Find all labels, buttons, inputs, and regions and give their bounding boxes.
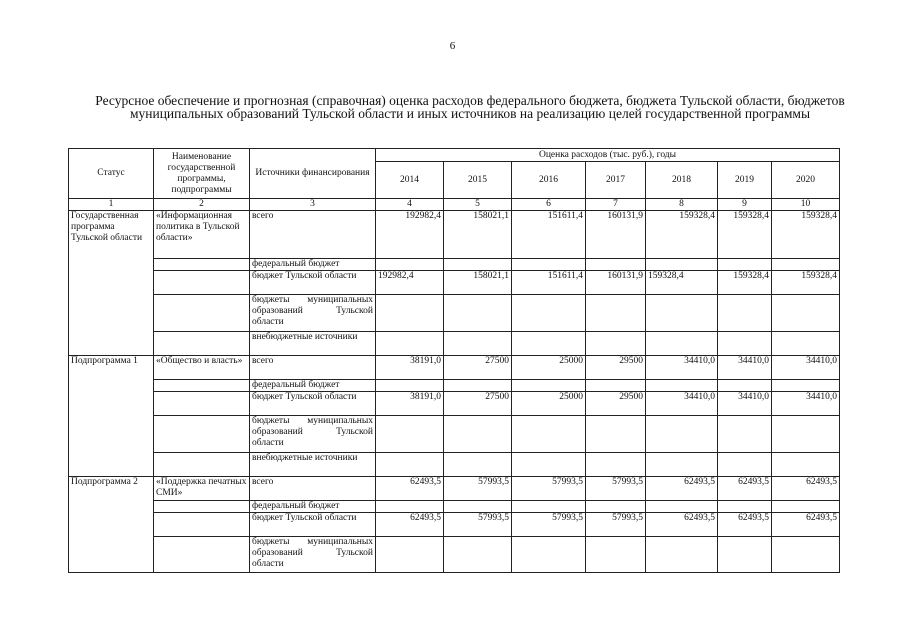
header-name: Наименование государственной программы, подпрограммы [154, 149, 250, 199]
status-cell: Подпрограмма 2 [69, 477, 154, 573]
empty-value-cell [376, 501, 444, 513]
source-cell: внебюджетные источники [250, 453, 376, 477]
empty-value-cell [586, 332, 646, 356]
value-cell: 159328,4 [772, 211, 840, 259]
empty-value-cell [646, 259, 718, 271]
value-cell: 29500 [586, 392, 646, 416]
empty-value-cell [444, 259, 512, 271]
source-cell: всего [250, 211, 376, 259]
table-row [69, 332, 840, 356]
value-cell: 160131,9 [586, 211, 646, 259]
value-cell: 151611,4 [512, 271, 586, 295]
value-cell: 62493,5 [718, 513, 772, 537]
empty-value-cell [444, 295, 512, 332]
source-cell: бюджет Тульской области [250, 513, 376, 537]
value-cell: 158021,1 [444, 271, 512, 295]
empty-name-cell [154, 332, 250, 356]
empty-value-cell [646, 416, 718, 453]
empty-value-cell [718, 537, 772, 573]
table-row [69, 501, 840, 513]
empty-value-cell [772, 380, 840, 392]
value-cell: 57993,5 [512, 513, 586, 537]
table-row [69, 295, 840, 332]
value-cell: 57993,5 [586, 513, 646, 537]
value-cell: 62493,5 [376, 513, 444, 537]
empty-value-cell [772, 332, 840, 356]
value-cell: 158021,1 [444, 211, 512, 259]
empty-value-cell [512, 537, 586, 573]
header-source: Источники финансирования [250, 149, 376, 199]
empty-value-cell [444, 537, 512, 573]
value-cell: 34410,0 [646, 356, 718, 380]
empty-value-cell [586, 501, 646, 513]
budget-table [68, 148, 840, 573]
empty-name-cell [154, 259, 250, 271]
value-cell: 192982,4 [376, 211, 444, 259]
year-cell: 2014 [376, 162, 444, 199]
table-row [69, 477, 840, 501]
source-cell: всего [250, 356, 376, 380]
empty-name-cell [154, 501, 250, 513]
empty-value-cell [772, 537, 840, 573]
page-number: 6 [449, 40, 456, 52]
empty-name-cell [154, 295, 250, 332]
table-row [69, 211, 840, 259]
year-cell: 2018 [646, 162, 718, 199]
empty-value-cell [772, 501, 840, 513]
source-cell: федеральный бюджет [250, 259, 376, 271]
source-cell: бюджеты муниципальных образований Тульской области [250, 537, 376, 573]
empty-value-cell [512, 416, 586, 453]
column-number-row [69, 199, 840, 211]
empty-value-cell [512, 332, 586, 356]
source-cell: бюджет Тульской области [250, 271, 376, 295]
source-cell: федеральный бюджет [250, 501, 376, 513]
value-cell: 27500 [444, 392, 512, 416]
col-number: 4 [376, 199, 444, 211]
table-row [69, 356, 840, 380]
header-row [69, 149, 840, 162]
status-cell: Государственная программа Тульской области [69, 211, 154, 356]
value-cell: 25000 [512, 356, 586, 380]
empty-value-cell [376, 295, 444, 332]
value-cell: 62493,5 [646, 513, 718, 537]
col-number: 8 [646, 199, 718, 211]
value-cell: 159328,4 [718, 211, 772, 259]
year-cell: 2016 [512, 162, 586, 199]
empty-value-cell [646, 332, 718, 356]
empty-value-cell [586, 537, 646, 573]
empty-value-cell [512, 259, 586, 271]
table-row [69, 392, 840, 416]
col-number: 5 [444, 199, 512, 211]
empty-value-cell [646, 380, 718, 392]
table-row [69, 513, 840, 537]
col-number: 1 [69, 199, 154, 211]
empty-value-cell [376, 259, 444, 271]
value-cell: 62493,5 [718, 477, 772, 501]
value-cell: 62493,5 [772, 513, 840, 537]
empty-value-cell [586, 295, 646, 332]
empty-value-cell [444, 416, 512, 453]
empty-value-cell [586, 259, 646, 271]
empty-value-cell [772, 259, 840, 271]
table-row [69, 453, 840, 477]
source-cell: бюджет Тульской области [250, 392, 376, 416]
document-title: Ресурсное обеспечение и прогнозная (справочная) оценка расходов федерального бюджета, бюджета Тульской области, бюджетов муниципальных образований Тульской области и иных источников на реализацию целей государственной программы [95, 93, 845, 121]
program-name-cell: «Информационная политика в Тульской области» [154, 211, 250, 259]
source-cell: всего [250, 477, 376, 501]
col-number: 7 [586, 199, 646, 211]
header-status: Статус [69, 149, 154, 199]
value-cell: 159328,4 [772, 271, 840, 295]
table-row [69, 259, 840, 271]
empty-name-cell [154, 392, 250, 416]
source-cell: бюджеты муниципальных образований Тульской области [250, 416, 376, 453]
table-row [69, 537, 840, 573]
status-cell: Подпрограмма 1 [69, 356, 154, 477]
empty-value-cell [646, 501, 718, 513]
empty-value-cell [444, 453, 512, 477]
source-cell: бюджеты муниципальных образований Тульской области [250, 295, 376, 332]
value-cell: 27500 [444, 356, 512, 380]
value-cell: 62493,5 [772, 477, 840, 501]
col-number: 10 [772, 199, 840, 211]
value-cell: 159328,4 [718, 271, 772, 295]
value-cell: 38191,0 [376, 392, 444, 416]
empty-value-cell [718, 501, 772, 513]
value-cell: 62493,5 [376, 477, 444, 501]
empty-value-cell [772, 453, 840, 477]
empty-value-cell [376, 537, 444, 573]
empty-value-cell [376, 332, 444, 356]
value-cell: 57993,5 [444, 477, 512, 501]
empty-value-cell [586, 453, 646, 477]
value-cell: 34410,0 [718, 392, 772, 416]
table-row [69, 271, 840, 295]
empty-value-cell [718, 416, 772, 453]
year-cell: 2017 [586, 162, 646, 199]
empty-value-cell [444, 501, 512, 513]
empty-value-cell [376, 416, 444, 453]
empty-value-cell [444, 332, 512, 356]
source-cell: внебюджетные источники [250, 332, 376, 356]
table-row [69, 380, 840, 392]
empty-value-cell [772, 416, 840, 453]
value-cell: 159328,4 [646, 271, 718, 295]
empty-value-cell [376, 453, 444, 477]
empty-value-cell [376, 380, 444, 392]
col-number: 2 [154, 199, 250, 211]
program-name-cell: «Поддержка печатных СМИ» [154, 477, 250, 501]
col-number: 3 [250, 199, 376, 211]
empty-value-cell [718, 295, 772, 332]
empty-value-cell [512, 501, 586, 513]
empty-value-cell [718, 259, 772, 271]
value-cell: 34410,0 [646, 392, 718, 416]
empty-value-cell [646, 453, 718, 477]
empty-value-cell [586, 416, 646, 453]
empty-name-cell [154, 380, 250, 392]
empty-value-cell [512, 295, 586, 332]
empty-value-cell [586, 380, 646, 392]
empty-name-cell [154, 513, 250, 537]
year-cell: 2019 [718, 162, 772, 199]
table-row [69, 416, 840, 453]
empty-value-cell [772, 295, 840, 332]
value-cell: 57993,5 [512, 477, 586, 501]
empty-value-cell [646, 295, 718, 332]
value-cell: 160131,9 [586, 271, 646, 295]
empty-value-cell [646, 537, 718, 573]
value-cell: 192982,4 [376, 271, 444, 295]
empty-name-cell [154, 416, 250, 453]
value-cell: 57993,5 [586, 477, 646, 501]
empty-value-cell [512, 453, 586, 477]
empty-name-cell [154, 537, 250, 573]
value-cell: 159328,4 [646, 211, 718, 259]
value-cell: 62493,5 [646, 477, 718, 501]
value-cell: 34410,0 [772, 392, 840, 416]
empty-name-cell [154, 453, 250, 477]
empty-name-cell [154, 271, 250, 295]
value-cell: 25000 [512, 392, 586, 416]
year-cell: 2015 [444, 162, 512, 199]
year-cell: 2020 [772, 162, 840, 199]
source-cell: федеральный бюджет [250, 380, 376, 392]
value-cell: 29500 [586, 356, 646, 380]
header-estimate: Оценка расходов (тыс. руб.), годы [376, 149, 840, 162]
value-cell: 34410,0 [772, 356, 840, 380]
program-name-cell: «Общество и власть» [154, 356, 250, 380]
value-cell: 38191,0 [376, 356, 444, 380]
value-cell: 57993,5 [444, 513, 512, 537]
col-number: 6 [512, 199, 586, 211]
empty-value-cell [512, 380, 586, 392]
empty-value-cell [444, 380, 512, 392]
empty-value-cell [718, 453, 772, 477]
value-cell: 151611,4 [512, 211, 586, 259]
value-cell: 34410,0 [718, 356, 772, 380]
empty-value-cell [718, 380, 772, 392]
col-number: 9 [718, 199, 772, 211]
empty-value-cell [718, 332, 772, 356]
